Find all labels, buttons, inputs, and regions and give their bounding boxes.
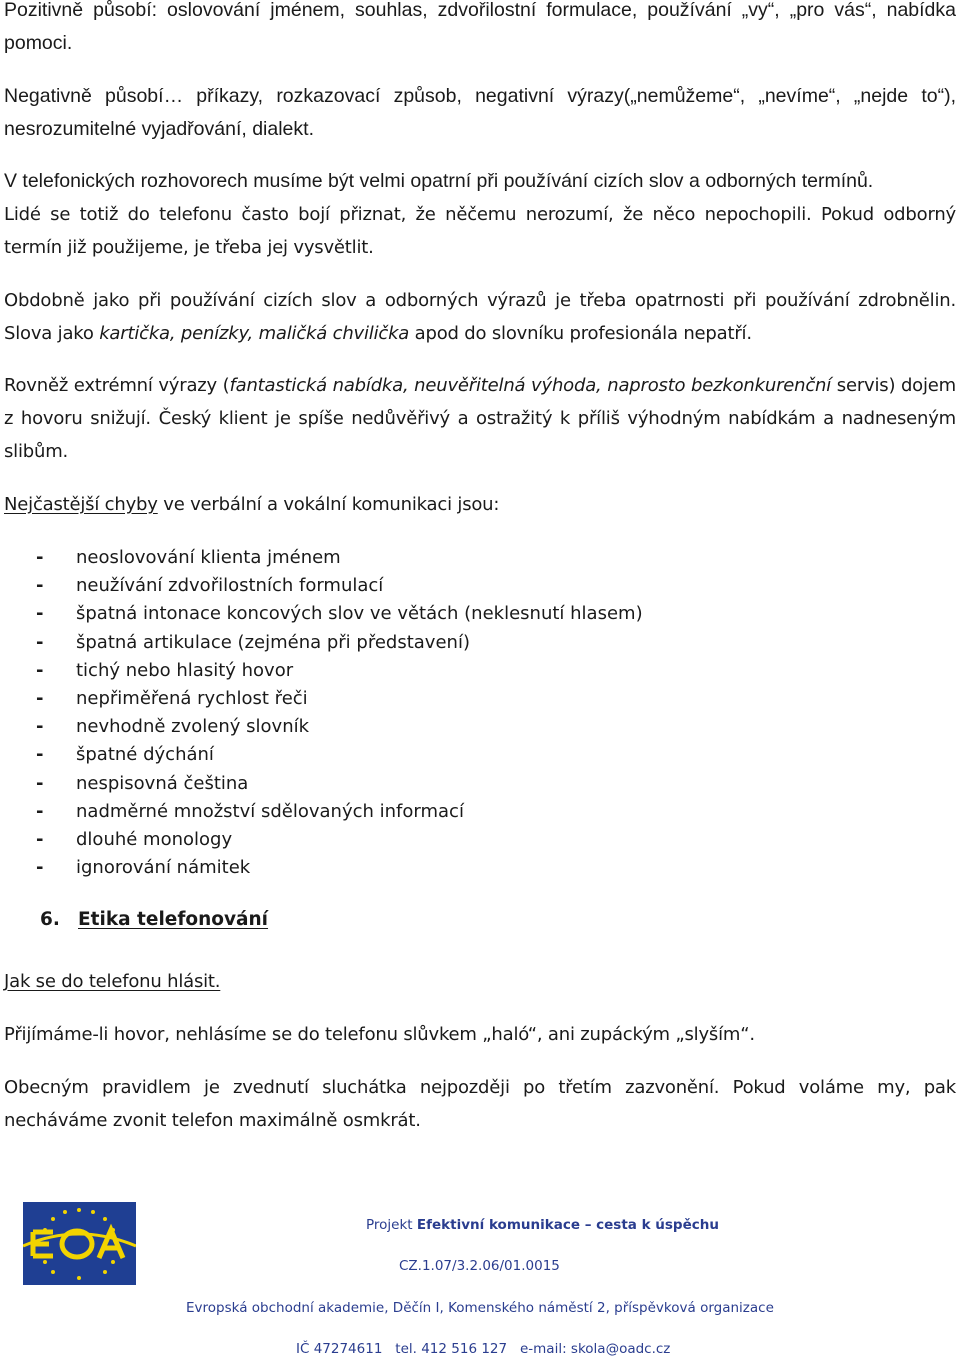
list-item-text: nevhodně zvolený slovník bbox=[76, 716, 310, 738]
footer-contact: IČ 47274611 tel. 412 516 127 e-mail: skola@oadc.cz bbox=[296, 1341, 671, 1357]
list-item bbox=[36, 544, 643, 572]
footer-code: CZ.1.07/3.2.06/01.0015 bbox=[399, 1258, 560, 1274]
list-item bbox=[36, 685, 643, 713]
paragraph-positive: Pozitivně působí: oslovování jménem, souhlas, zdvořilostní formulace, používání „vy“, „pro vás“, nabídka pomoci. bbox=[4, 0, 956, 54]
dash-bullet: - bbox=[36, 828, 44, 850]
list-item-text: špatná intonace koncových slov ve větách (neklesnutí hlasem) bbox=[76, 603, 643, 625]
list-item bbox=[36, 713, 643, 741]
paragraph-common-errors: Nejčastější chyby ve verbální a vokální komunikaci jsou: bbox=[4, 494, 500, 515]
list-item-text: špatné dýchání bbox=[76, 744, 214, 766]
footer-project: Projekt Efektivní komunikace – cesta k úspěchu bbox=[366, 1217, 719, 1233]
section-title: Etika telefonování bbox=[78, 909, 269, 930]
list-item bbox=[36, 657, 643, 685]
list-item bbox=[36, 770, 643, 798]
footer-organization: Evropská obchodní akademie, Děčín I, Komenského náměstí 2, příspěvková organizace bbox=[186, 1300, 774, 1316]
dash-bullet: - bbox=[36, 659, 44, 681]
paragraph-negative: Negativně působí… příkazy, rozkazovací způsob, negativní výrazy(„nemůžeme“, „nevíme“, „nejde to“), nesrozumitelné vyjadřování, dialekt. bbox=[4, 85, 956, 140]
list-item bbox=[36, 854, 643, 882]
footer bbox=[0, 1190, 960, 1364]
list-item bbox=[36, 826, 643, 854]
paragraph-extreme-expressions: Rovněž extrémní výrazy (fantastická nabídka, neuvěřitelná výhoda, naprosto bezkonkurenční servis) dojem z hovoru snižují. Český klient je spíše nedůvěřivý a ostražitý k příliš výhodným nabídkám a nadneseným slibům. bbox=[4, 375, 956, 462]
dash-bullet: - bbox=[36, 716, 44, 738]
list-item-text: nadměrné množství sdělovaných informací bbox=[76, 800, 464, 822]
paragraph-ringing-rule: Obecným pravidlem je zvednutí sluchátka nejpozději po třetím zazvonění. Pokud voláme my, pak necháváme zvonit telefon maximálně osmkrát. bbox=[4, 1077, 956, 1131]
dash-bullet: - bbox=[36, 631, 44, 653]
dash-bullet: - bbox=[36, 687, 44, 709]
subheading: Jak se do telefonu hlásit. bbox=[4, 971, 221, 992]
paragraph-foreign-words-cont: Lidé se totiž do telefonu často bojí přiznat, že něčemu nerozumí, že něco nepochopili. Pokud odborný termín již použijeme, je třeba jej vysvětlit. bbox=[4, 204, 956, 258]
dash-bullet: - bbox=[36, 575, 44, 597]
list-item bbox=[36, 741, 643, 769]
paragraph-diminutives: Obdobně jako při používání cizích slov a odborných výrazů je třeba opatrnosti při používání zdrobnělin. Slova jako kartička, penízky, maličká chvilička apod do slovníku profesionála nepatří. bbox=[4, 290, 956, 344]
section-heading bbox=[40, 909, 268, 930]
list-item-text: neoslovování klienta jménem bbox=[76, 547, 341, 568]
list-item bbox=[36, 572, 643, 600]
dash-bullet: - bbox=[36, 603, 44, 625]
paragraph-foreign-words: V telefonických rozhovorech musíme být velmi opatrní při používání cizích slov a odborných termínů. bbox=[4, 170, 874, 192]
list-item-text: dlouhé monology bbox=[76, 828, 233, 850]
dash-bullet: - bbox=[36, 772, 44, 794]
list-item bbox=[36, 600, 643, 628]
list-item-text: nepřiměřená rychlost řeči bbox=[76, 687, 308, 709]
section-number: 6. bbox=[40, 909, 60, 930]
list-item bbox=[36, 798, 643, 826]
list-item-text: ignorování námitek bbox=[76, 857, 251, 879]
list-item-text: neužívání zdvořilostních formulací bbox=[76, 575, 384, 597]
list-item bbox=[36, 629, 643, 657]
dash-bullet: - bbox=[36, 744, 44, 766]
list-item-text: nespisovná čeština bbox=[76, 772, 249, 794]
dash-bullet: - bbox=[36, 857, 44, 879]
error-list bbox=[36, 544, 643, 882]
dash-bullet: - bbox=[36, 547, 44, 568]
paragraph-answering: Přijímáme-li hovor, nehlásíme se do telefonu slůvkem „haló“, ani zupáckým „slyším“. bbox=[4, 1024, 755, 1045]
list-item-text: špatná artikulace (zejména při představení) bbox=[76, 631, 470, 653]
list-item-text: tichý nebo hlasitý hovor bbox=[76, 659, 294, 681]
dash-bullet: - bbox=[36, 800, 44, 822]
